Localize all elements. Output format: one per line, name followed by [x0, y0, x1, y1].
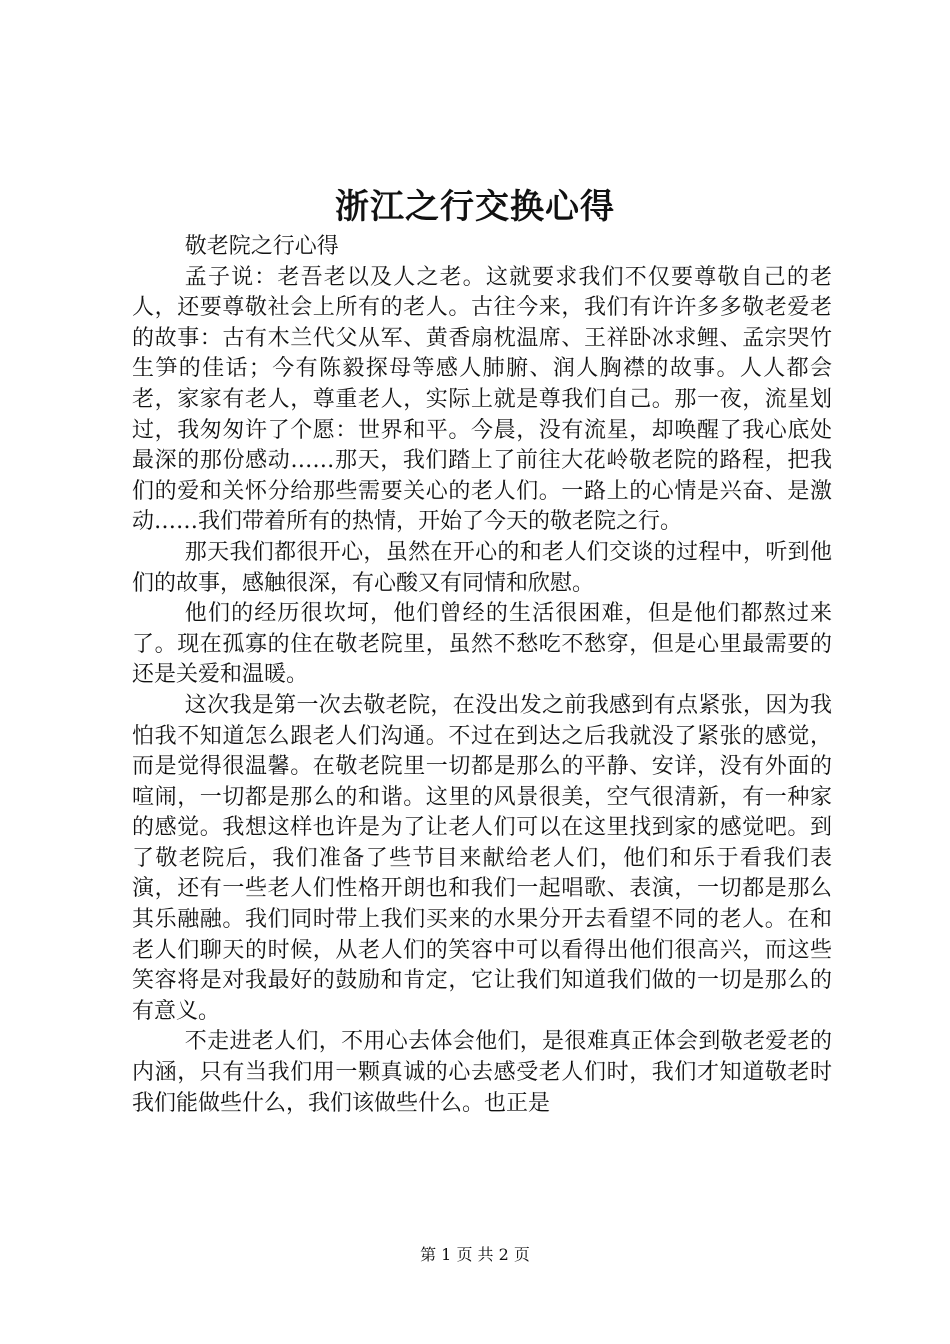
paragraph-5: 不走进老人们，不用心去体会他们，是很难真正体会到敬老爱老的内涵，只有当我们用一颗真诚的心去感受老人们时，我们才知道敬老时我们能做些什么，我们该做些什么。也正是: [132, 1029, 832, 1116]
document-body: [132, 232, 832, 1119]
paragraph-1: 孟子说：老吾老以及人之老。这就要求我们不仅要尊敬自己的老人，还要尊敬社会上所有的老人。古往今来，我们有许许多多敬老爱老的故事：古有木兰代父从军、黄香扇枕温席、王祥卧冰求鲤、孟宗哭竹生笋的佳话；今有陈毅探母等感人肺腑、润人胸襟的故事。人人都会老，家家有老人，尊重老人，实际上就是尊我们自己。那一夜，流星划过，我匆匆许了个愿：世界和平。今晨，没有流星，却唤醒了我心底处最深的那份感动……那天，我们踏上了前往大花岭敬老院的路程，把我们的爱和关怀分给那些需要关心的老人们。一路上的心情是兴奋、是激动……我们带着所有的热情，开始了今天的敬老院之行。: [132, 264, 832, 535]
document-title: 浙江之行交换心得: [335, 187, 615, 227]
paragraph-3: 他们的经历很坎坷，他们曾经的生活很困难，但是他们都熬过来了。现在孤寡的住在敬老院里，虽然不愁吃不愁穿，但是心里最需要的还是关爱和温暖。: [132, 601, 832, 688]
section-subheading: 敬老院之行心得: [184, 234, 339, 259]
paragraph-4: 这次我是第一次去敬老院，在没出发之前我感到有点紧张，因为我怕我不知道怎么跟老人们沟通。不过在到达之后我就没了紧张的感觉，而是觉得很温馨。在敬老院里一切都是那么的平静、安详，没有外面的喧闹，一切都是那么的和谐。这里的风景很美，空气很清新，有一种家的感觉。我想这样也许是为了让老人们可以在这里找到家的感觉吧。到了敬老院后，我们准备了些节目来献给老人们，他们和乐于看我们表演，还有一些老人们性格开朗也和我们一起唱歌、表演，一切都是那么其乐融融。我们同时带上我们买来的水果分开去看望不同的老人。在和老人们聊天的时候，从老人们的笑容中可以看得出他们很高兴，而这些笑容将是对我最好的鼓励和肯定，它让我们知道我们做的一切是那么的有意义。: [132, 692, 832, 1024]
page-number-footer: 第 1 页 共 2 页: [420, 1245, 530, 1264]
paragraph-2: 那天我们都很开心，虽然在开心的和老人们交谈的过程中，听到他们的故事，感触很深，有心酸又有同情和欣慰。: [132, 539, 832, 596]
